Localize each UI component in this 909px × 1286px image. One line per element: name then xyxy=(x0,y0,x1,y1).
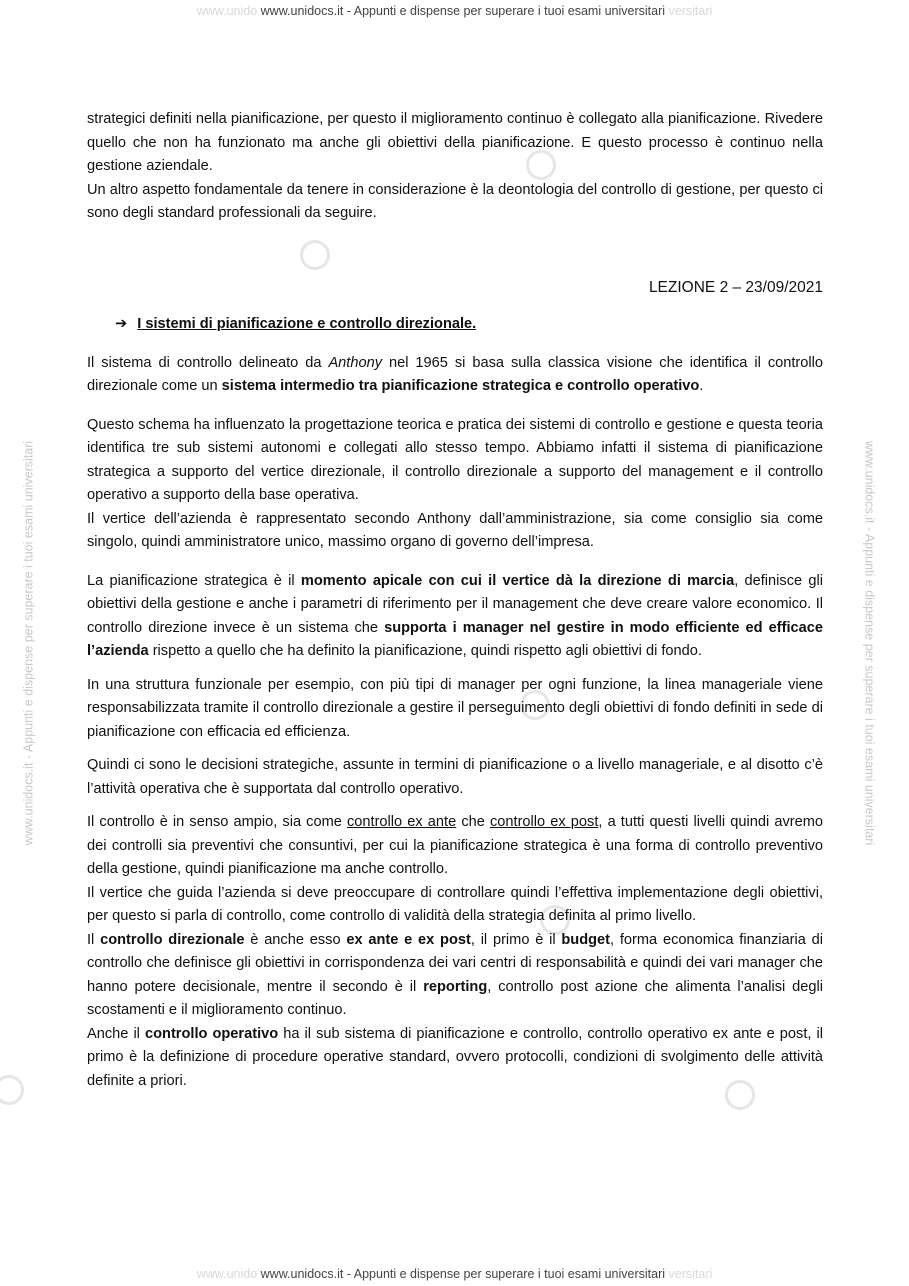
text-run: Il controllo è in senso ampio, sia come xyxy=(87,814,347,830)
text-run: , a tutti questi livelli quindi avremo dei controlli sia preventivi che consuntivi, per cui la pianificazione strategica è una forma di controllo preventivo della gestione, quindi pianificazione ma anche controllo. xyxy=(87,814,823,877)
header-ghost-left: www.unido xyxy=(196,4,258,18)
text-run: nel 1965 si basa sulla classica visione che identifica il controllo direzionale come un xyxy=(87,354,823,394)
section-heading-text: I sistemi di pianificazione e controllo direzionale. xyxy=(137,316,477,332)
page-header-watermark xyxy=(0,4,909,18)
intro-paragraph-2: Un altro aspetto fondamentale da tenere in considerazione è la deontologia del controllo di gestione, per questo ci sono degli standard professionali da seguire. xyxy=(87,181,823,221)
right-side-watermark: www.unidocs.it - Appunti e dispense per superare i tuoi esami universitari xyxy=(862,440,877,846)
page-footer-watermark xyxy=(0,1267,909,1281)
bold-run: reporting xyxy=(423,978,488,995)
header-text: www.unidocs.it - Appunti e dispense per superare i tuoi esami universitari xyxy=(260,4,666,18)
footer-ghost-right: versitari xyxy=(668,1267,713,1281)
bold-run: controllo direzionale xyxy=(100,931,245,948)
paragraph-pianificazione xyxy=(87,570,823,664)
bold-run: sistema intermedio tra pianificazione strategica e controllo operativo xyxy=(221,378,700,394)
bold-run: supporta i manager nel gestire in modo efficiente ed efficace l’azienda xyxy=(87,619,823,659)
left-side-watermark: www.unidocs.it - Appunti e dispense per superare i tuoi esami universitari xyxy=(21,440,36,846)
underlined-run: controllo ex post xyxy=(489,814,599,830)
paragraph-guida: Il vertice che guida l’azienda si deve preoccupare di controllare quindi l’effettiva implementazione degli obiettivi, per questo si parla di controllo, come controllo di validità della strategia definita al primo livello. xyxy=(87,884,823,924)
footer-ghost-left: www.unido xyxy=(196,1267,258,1281)
header-ghost-right: versitari xyxy=(668,4,713,18)
section-heading xyxy=(87,313,823,337)
paragraph-struttura: In una struttura funzionale per esempio, con più tipi di manager per ogni funzione, la linea manageriale viene responsabilizzata tramite il controllo direzionale a gestire il perseguimento degli obiettivi di fondo definiti in sede di pianificazione con efficacia ed efficienza. xyxy=(87,676,823,740)
author-name: Anthony xyxy=(328,354,382,371)
watermark-logo-icon xyxy=(0,1075,24,1105)
bold-run: controllo operativo xyxy=(145,1025,279,1042)
text-run: , definisce gli obiettivi della gestione e anche i parametri di riferimento per il management che deve creare valore economico. Il controllo direzione invece è un sistema che xyxy=(87,572,823,636)
bold-run: momento apicale con cui il vertice dà la direzione di marcia xyxy=(300,572,735,589)
paragraph-schema: Questo schema ha influenzato la progettazione teorica e pratica dei sistemi di controllo e gestione e questa teoria identifica tre sub sistemi autonomi e collegati allo stesso tempo. Abbiamo infatti il sistema di pianificazione strategica a supporto del vertice direzionale, il controllo direzionale a supporto del management e il controllo operativo a supporto della base operativa. xyxy=(87,416,823,503)
paragraph-decisioni: Quindi ci sono le decisioni strategiche, assunte in termini di pianificazione o a livello manageriale, e al disotto c’è l’attività operativa che è supportata dal controllo operativo. xyxy=(87,757,823,797)
text-run: , controllo post azione che alimenta l’analisi degli scostamenti e il miglioramento continuo. xyxy=(87,978,823,1018)
text-run: che xyxy=(456,814,490,830)
lesson-title: LEZIONE 2 – 23/09/2021 xyxy=(648,278,823,296)
text-run: . xyxy=(699,378,704,394)
arrow-right-icon: ➔ xyxy=(115,316,128,332)
paragraph-controllo xyxy=(87,811,823,882)
paragraph-anthony xyxy=(87,352,823,399)
text-run: ha il sub sistema di pianificazione e controllo, controllo operativo ex ante e post, il primo è la definizione di procedure operative standard, ovvero protocolli, condizioni di svolgimento delle attività definite a priori. xyxy=(87,1025,823,1089)
text-run: Il sistema di controllo delineato da xyxy=(87,354,329,371)
text-run: è anche esso xyxy=(244,931,347,948)
text-run: Anche il xyxy=(87,1025,145,1042)
paragraph-operativo xyxy=(87,1023,823,1094)
text-run: La pianificazione strategica è il xyxy=(87,572,301,589)
paragraph-direzionale xyxy=(87,929,823,1023)
text-run: , forma economica finanziaria di controllo che definisce gli obiettivi in corrispondenza dei vari centri di responsabilità e quindi dei vari manager che hanno potere decisionale, mentre il secondo è il xyxy=(87,931,823,995)
underlined-run: controllo ex ante xyxy=(346,814,457,830)
paragraph-vertice: Il vertice dell’azienda è rappresentato secondo Anthony dall’amministrazione, sia come consiglio sia come singolo, quindi amministratore unico, massimo organo di governo dell’impresa. xyxy=(87,510,823,550)
bold-run: ex ante e ex post xyxy=(346,931,471,948)
intro-paragraph-1: strategici definiti nella pianificazione, per questo il miglioramento continuo è collegato alla pianificazione. Rivedere quello che non ha funzionato ma anche gli obiettivi della pianificazione. E questo processo è continuo nella gestione aziendale. xyxy=(87,111,823,174)
document-body xyxy=(87,108,823,1093)
bold-run: budget xyxy=(561,931,611,948)
text-run: , il primo è il xyxy=(470,931,562,948)
text-run: rispetto a quello che ha definito la pianificazione, quindi rispetto agli obiettivi di fondo. xyxy=(148,643,702,659)
footer-text: www.unidocs.it - Appunti e dispense per superare i tuoi esami universitari xyxy=(260,1267,666,1281)
text-run: Il xyxy=(87,931,101,948)
